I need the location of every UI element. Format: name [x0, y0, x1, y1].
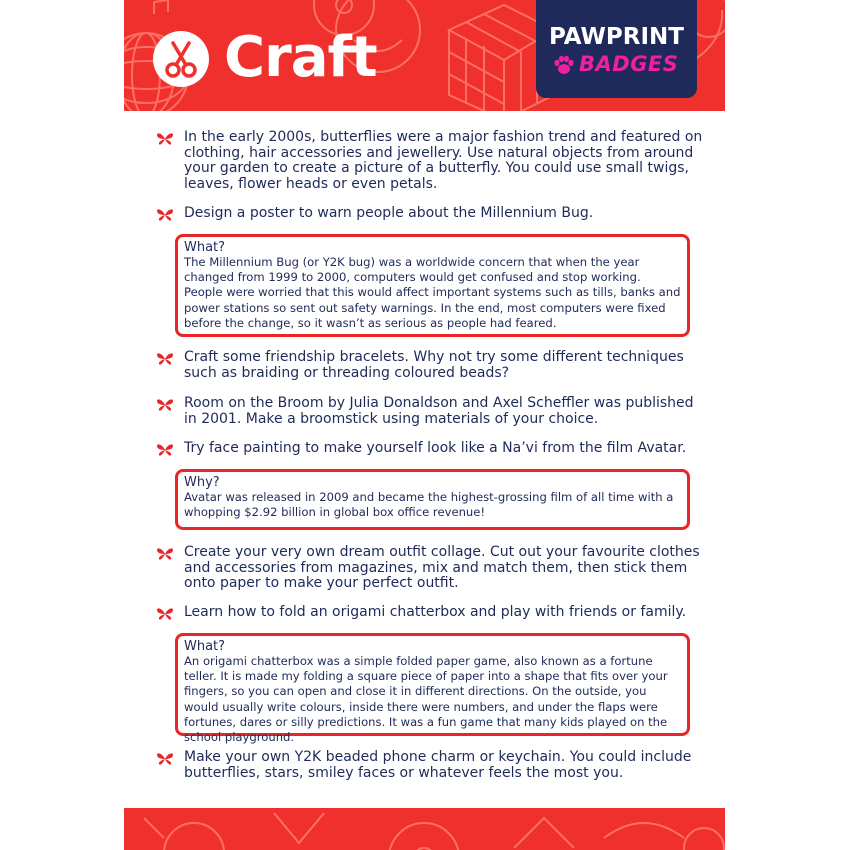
info-heading: Why? [184, 475, 220, 490]
logo-line-2: BADGES [579, 52, 679, 76]
item-text: Design a poster to warn people about the Millennium Bug. [184, 205, 594, 221]
page-title: Craft [224, 25, 377, 90]
info-box [175, 633, 690, 745]
info-box [175, 234, 690, 337]
activity-sheet [124, 0, 725, 850]
butterfly-icon [156, 547, 174, 561]
logo-line-1: PAWPRINT [549, 24, 684, 50]
info-body: The Millennium Bug (or Y2K bug) was a worldwide concern that when the year changed from 1999 to 2000, computers would get confused and stop working. People were worried that this would affect important systems such as tills, banks and power stations so sent out safety warnings. In the end, most computers were fixed before the change, so it wasn’t as serious as people had feared. [184, 255, 681, 330]
activity-list [124, 0, 725, 850]
footer-banner [124, 808, 725, 850]
butterfly-icon [156, 132, 174, 146]
butterfly-icon [156, 398, 174, 412]
item-text: Create your very own dream outfit collage. Cut out your favourite clothes and accessories from magazines, mix and match them, then stick them onto paper to make your perfect outfit. [184, 544, 700, 591]
butterfly-icon [156, 352, 174, 366]
item-text: Room on the Broom by Julia Donaldson and Axel Scheffler was published in 2001. Make a broomstick using materials of your choice. [184, 395, 694, 427]
info-heading: What? [184, 639, 226, 654]
info-box [175, 469, 690, 530]
item-text: Make your own Y2K beaded phone charm or keychain. You could include butterflies, stars, smiley faces or whatever feels the most you. [184, 749, 692, 781]
butterfly-icon [156, 752, 174, 766]
item-text: In the early 2000s, butterflies were a major fashion trend and featured on clothing, hair accessories and jewellery. Use natural objects from around your garden to create a picture of a butterfly. You could use small twigs, leaves, flower heads or even petals. [184, 129, 703, 192]
decorative-pattern [124, 808, 725, 850]
item-text: Craft some friendship bracelets. Why not try some different techniques such as braiding or threading coloured beads? [184, 349, 684, 381]
info-body: An origami chatterbox was a simple folded paper game, also known as a fortune teller. It is made my folding a square piece of paper into a shape that fits over your fingers, so you can open and close it in different directions. On the outside, you would usually write colours, inside there were numbers, and under the flaps were fortunes, dares or silly predictions. It was a fun game that many kids played on the school playground. [184, 654, 668, 745]
butterfly-icon [156, 208, 174, 222]
info-heading: What? [184, 240, 226, 255]
item-text: Try face painting to make yourself look like a Na’vi from the film Avatar. [184, 440, 687, 456]
butterfly-icon [156, 607, 174, 621]
butterfly-icon [156, 443, 174, 457]
item-text: Learn how to fold an origami chatterbox and play with friends or family. [184, 604, 687, 620]
info-body: Avatar was released in 2009 and became the highest-grossing film of all time with a whopping $2.92 billion in global box office revenue! [184, 490, 674, 520]
